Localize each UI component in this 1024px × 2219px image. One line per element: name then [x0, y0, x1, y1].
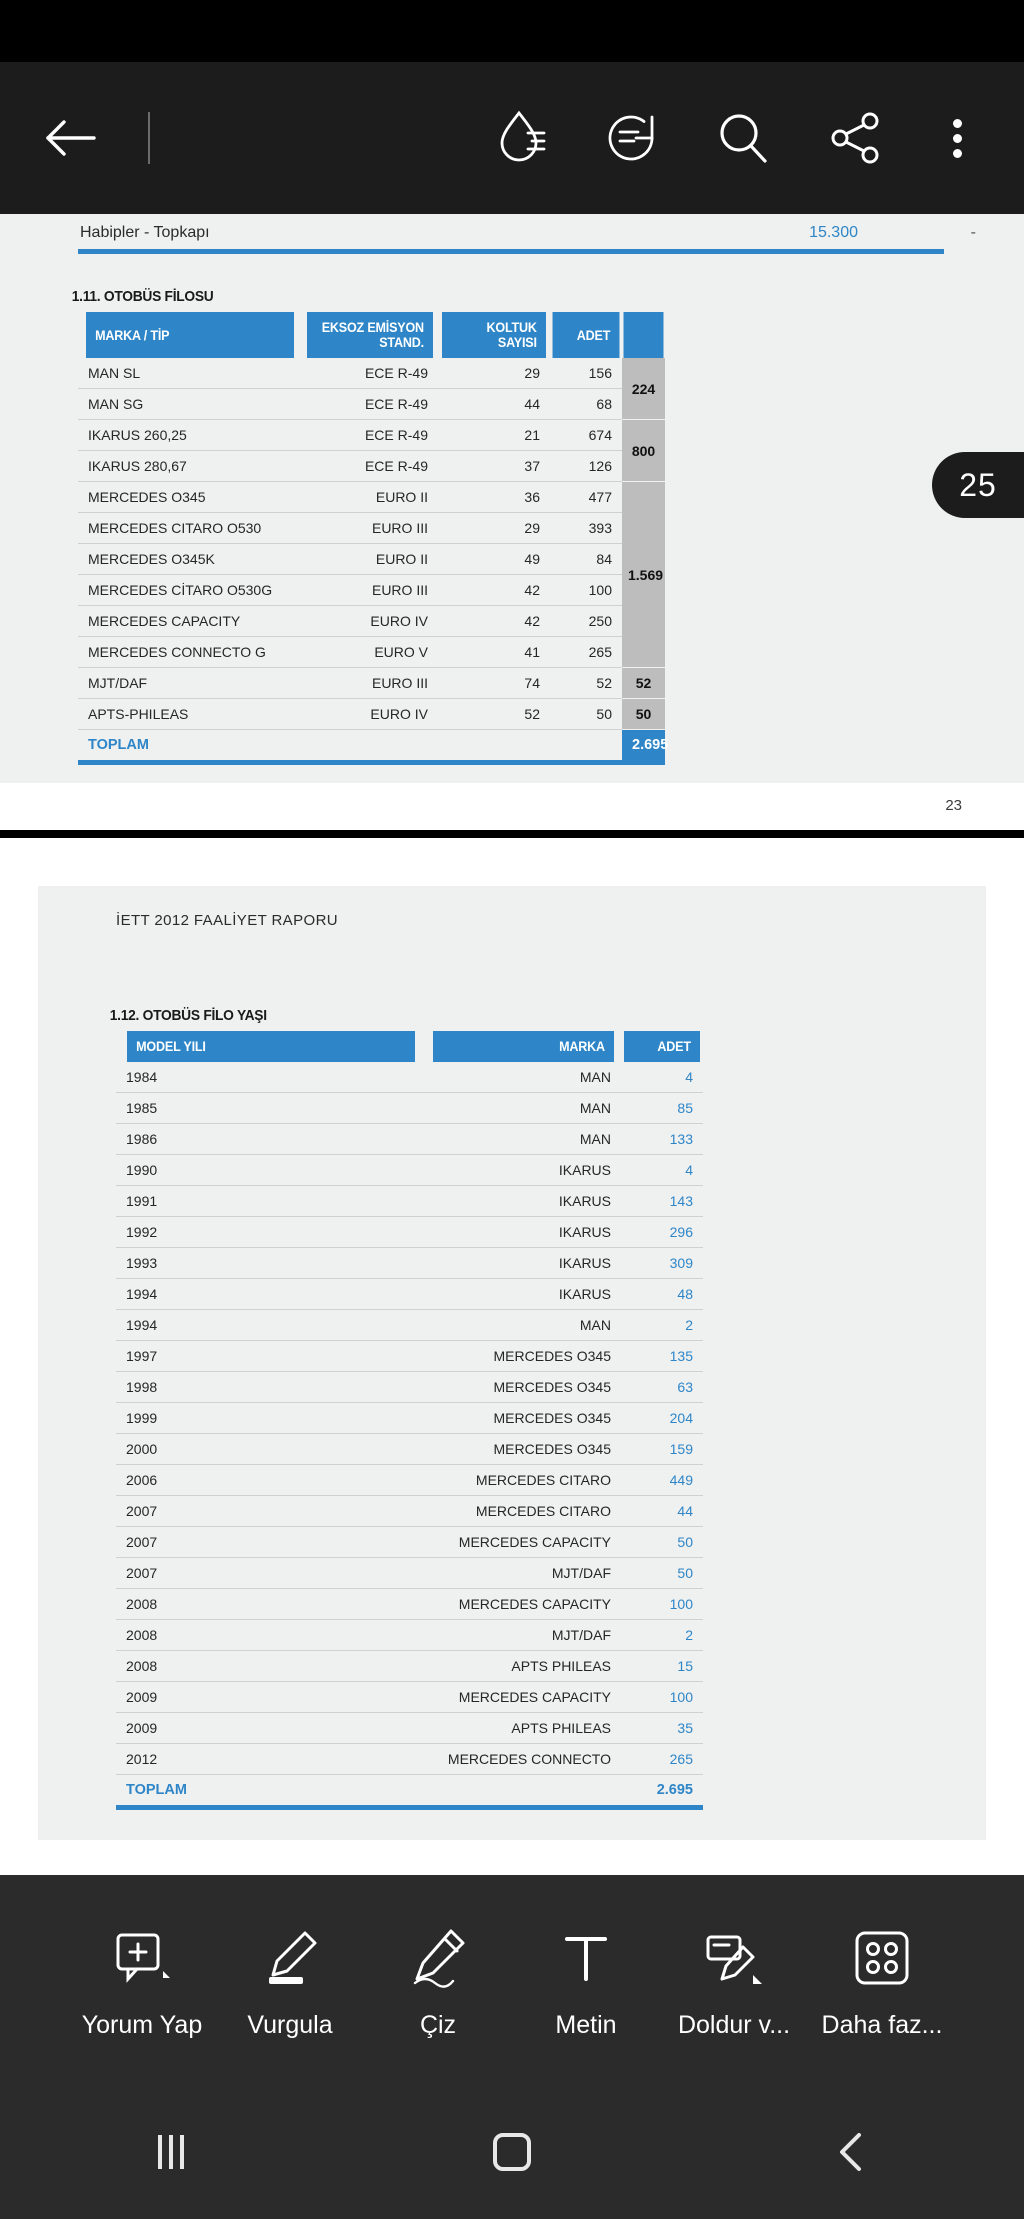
table-row [116, 1310, 703, 1341]
table-total-row [116, 1775, 703, 1806]
cell-marka: MAN [426, 1310, 621, 1341]
cell-group-total: 800 [622, 420, 665, 482]
pencil-draw-icon [407, 1921, 469, 1995]
tool-ciz[interactable] [364, 1921, 512, 2040]
table-row [78, 451, 665, 482]
total-label: TOPLAM [78, 730, 622, 761]
table-row [78, 544, 665, 575]
cell-adet: 2 [621, 1620, 703, 1651]
col-marka-tip: MARKA / TİP [86, 312, 294, 358]
table-header-row [116, 1031, 703, 1062]
cell-marka: MERCEDES O345 [426, 1434, 621, 1465]
share-nodes-icon[interactable] [816, 99, 894, 177]
page2-title: 1.12. OTOBÜS FİLO YAŞI [109, 1007, 267, 1024]
cell-marka: MERCEDES CITARO O530 [78, 513, 302, 544]
cell-model-yili: 1993 [116, 1248, 426, 1279]
clipped-row-value2: - [970, 224, 976, 241]
cell-adet: 63 [621, 1372, 703, 1403]
toolbar-divider [148, 112, 150, 164]
table-row [116, 1217, 703, 1248]
cell-model-yili: 1984 [116, 1062, 426, 1093]
cell-model-yili: 2012 [116, 1744, 426, 1775]
cell-emisyon: EURO II [302, 482, 438, 513]
cell-model-yili: 2007 [116, 1496, 426, 1527]
document-page-24 [0, 838, 1024, 1880]
cell-marka: MJT/DAF [78, 668, 302, 699]
fill-and-sign-icon [703, 1921, 765, 1995]
table-row [78, 606, 665, 637]
cell-model-yili: 2009 [116, 1682, 426, 1713]
cell-model-yili: 2009 [116, 1713, 426, 1744]
table-total-row [78, 730, 665, 761]
tool-vurgula[interactable] [216, 1921, 364, 2040]
cell-emisyon: EURO IV [302, 606, 438, 637]
cell-adet: 35 [621, 1713, 703, 1744]
cell-marka: MERCEDES CONNECTO G [78, 637, 302, 668]
document-viewer[interactable] [0, 214, 1024, 1880]
cell-adet: 296 [621, 1217, 703, 1248]
table-row [116, 1713, 703, 1744]
cell-emisyon: EURO III [302, 575, 438, 606]
cell-model-yili: 2007 [116, 1558, 426, 1589]
cell-model-yili: 1998 [116, 1372, 426, 1403]
table-row [116, 1372, 703, 1403]
cell-koltuk: 52 [438, 699, 550, 730]
table-header-row [78, 312, 665, 358]
cell-adet: 4 [621, 1062, 703, 1093]
cell-marka: MERCEDES CAPACITY [78, 606, 302, 637]
cell-adet: 44 [621, 1496, 703, 1527]
cell-emisyon: EURO III [302, 668, 438, 699]
tool-yorum-yap[interactable] [68, 1921, 216, 2040]
page-number-badge[interactable]: 25 [932, 452, 1024, 518]
col-grup [624, 312, 664, 358]
cell-adet: 2 [621, 1310, 703, 1341]
tool-label: Vurgula [247, 2010, 333, 2039]
tool-metin[interactable] [512, 1921, 660, 2040]
col-adet: ADET [624, 1031, 700, 1062]
table-row [116, 1496, 703, 1527]
cell-adet: 449 [621, 1465, 703, 1496]
table2-bottom-rule [116, 1805, 703, 1810]
cell-koltuk: 21 [438, 420, 550, 451]
cell-adet: 135 [621, 1341, 703, 1372]
table-row [78, 389, 665, 420]
total-value: 2.695 [622, 730, 665, 761]
cell-marka: APTS PHILEAS [426, 1713, 621, 1744]
search-icon[interactable] [704, 99, 782, 177]
table-row [116, 1403, 703, 1434]
cell-group-total: 52 [622, 668, 665, 699]
table-row [116, 1527, 703, 1558]
cell-model-yili: 1992 [116, 1217, 426, 1248]
cell-emisyon: ECE R-49 [302, 420, 438, 451]
cell-model-yili: 1994 [116, 1310, 426, 1341]
text-tool-icon [555, 1921, 617, 1995]
table-row [78, 668, 665, 699]
cell-koltuk: 42 [438, 606, 550, 637]
table-row [116, 1465, 703, 1496]
cell-marka: MAN SL [78, 358, 302, 389]
cell-model-yili: 1999 [116, 1403, 426, 1434]
cell-marka: MERCEDES CAPACITY [426, 1527, 621, 1558]
table-row [116, 1155, 703, 1186]
col-eksoz: EKSOZ EMİSYON STAND. [307, 312, 433, 358]
cell-emisyon: EURO III [302, 513, 438, 544]
cell-model-yili: 1994 [116, 1279, 426, 1310]
cell-model-yili: 2008 [116, 1651, 426, 1682]
android-nav-bar [0, 2085, 1024, 2219]
cell-marka: MERCEDES O345 [426, 1341, 621, 1372]
col-adet: ADET [553, 312, 620, 358]
cell-koltuk: 74 [438, 668, 550, 699]
tool-doldur-ve-imzala[interactable] [660, 1921, 808, 2040]
status-bar [0, 0, 1024, 62]
cell-model-yili: 1997 [116, 1341, 426, 1372]
cell-koltuk: 41 [438, 637, 550, 668]
more-grid-icon [851, 1921, 913, 1995]
tool-label: Çiz [419, 2010, 457, 2039]
cell-marka: MJT/DAF [426, 1558, 621, 1589]
cell-adet: 85 [621, 1093, 703, 1124]
cell-model-yili: 2008 [116, 1620, 426, 1651]
cell-adet: 68 [550, 389, 622, 420]
cell-marka: MERCEDES CİTARO O530G [78, 575, 302, 606]
otobus-filosu-table [78, 312, 669, 760]
cell-model-yili: 1991 [116, 1186, 426, 1217]
table-row [116, 1093, 703, 1124]
table-row [116, 1589, 703, 1620]
cell-marka: MERCEDES CITARO [426, 1465, 621, 1496]
cell-marka: APTS-PHILEAS [78, 699, 302, 730]
table-row [116, 1651, 703, 1682]
cell-marka: MAN [426, 1093, 621, 1124]
cell-adet: 48 [621, 1279, 703, 1310]
cell-marka: IKARUS 260,25 [78, 420, 302, 451]
cell-marka: MAN [426, 1124, 621, 1155]
cell-emisyon: ECE R-49 [302, 389, 438, 420]
cell-adet: 84 [550, 544, 622, 575]
cell-marka: MERCEDES CONNECTO [426, 1744, 621, 1775]
page-number-folio: 23 [945, 797, 962, 814]
table-row [116, 1620, 703, 1651]
table-row [78, 699, 665, 730]
cell-marka: IKARUS [426, 1248, 621, 1279]
table-row [116, 1124, 703, 1155]
col-koltuk: KOLTUK SAYISI [442, 312, 546, 358]
cell-group-total: 1.569 [622, 482, 665, 668]
cell-adet: 674 [550, 420, 622, 451]
cell-adet: 100 [621, 1589, 703, 1620]
clipped-row-name: Habipler - Topkapı [80, 224, 210, 241]
table-row [78, 513, 665, 544]
table-row [116, 1062, 703, 1093]
cell-marka: MERCEDES CAPACITY [426, 1682, 621, 1713]
tool-label: Daha faz... [821, 2010, 943, 2039]
cell-adet: 265 [550, 637, 622, 668]
cell-adet: 143 [621, 1186, 703, 1217]
table-row [78, 482, 665, 513]
cell-model-yili: 1990 [116, 1155, 426, 1186]
table-row [116, 1558, 703, 1589]
cell-model-yili: 2007 [116, 1527, 426, 1558]
otobus-filo-yasi-table [116, 1031, 703, 1805]
cell-adet: 156 [550, 358, 622, 389]
table-bottom-rule [78, 760, 665, 765]
add-comment-icon [111, 1921, 173, 1995]
cell-koltuk: 36 [438, 482, 550, 513]
cell-marka: IKARUS [426, 1155, 621, 1186]
cell-adet: 393 [550, 513, 622, 544]
cell-model-yili: 2000 [116, 1434, 426, 1465]
cell-adet: 50 [621, 1527, 703, 1558]
cell-adet: 126 [550, 451, 622, 482]
arrow-left-icon[interactable] [40, 106, 104, 170]
highlighter-icon [259, 1921, 321, 1995]
tool-label: Metin [555, 2010, 617, 2039]
tool-label: Yorum Yap [81, 2010, 203, 2039]
cell-koltuk: 37 [438, 451, 550, 482]
cell-adet: 133 [621, 1124, 703, 1155]
cell-adet: 250 [550, 606, 622, 637]
table-row [78, 637, 665, 668]
cell-marka: IKARUS 280,67 [78, 451, 302, 482]
cell-adet: 4 [621, 1155, 703, 1186]
cell-koltuk: 29 [438, 358, 550, 389]
cell-marka: MAN [426, 1062, 621, 1093]
cell-marka: MAN SG [78, 389, 302, 420]
table-row [78, 358, 665, 389]
cell-adet: 309 [621, 1248, 703, 1279]
cell-adet: 100 [550, 575, 622, 606]
highlight-pen-icon[interactable] [480, 99, 558, 177]
tool-daha-fazla[interactable] [808, 1921, 956, 2040]
cell-emisyon: EURO V [302, 637, 438, 668]
cell-marka: MERCEDES O345 [78, 482, 302, 513]
document-page-23 [0, 214, 1024, 830]
table-row [116, 1186, 703, 1217]
annotation-toolbar [0, 1875, 1024, 2085]
total-label: TOPLAM [116, 1775, 621, 1806]
table-row [116, 1279, 703, 1310]
cell-adet: 159 [621, 1434, 703, 1465]
table-row [78, 575, 665, 606]
cell-model-yili: 2006 [116, 1465, 426, 1496]
cell-marka: MERCEDES CAPACITY [426, 1589, 621, 1620]
comment-bubble-icon[interactable] [592, 99, 670, 177]
cell-marka: IKARUS [426, 1217, 621, 1248]
cell-emisyon: ECE R-49 [302, 358, 438, 389]
home-icon[interactable] [452, 2085, 572, 2219]
cell-marka: MJT/DAF [426, 1620, 621, 1651]
page-break [0, 830, 1024, 838]
cell-adet: 100 [621, 1682, 703, 1713]
cell-model-yili: 1985 [116, 1093, 426, 1124]
cell-adet: 265 [621, 1744, 703, 1775]
table-row [116, 1744, 703, 1775]
table-row [78, 420, 665, 451]
cell-koltuk: 29 [438, 513, 550, 544]
recents-icon[interactable] [111, 2085, 231, 2219]
table-row [116, 1248, 703, 1279]
table-row [116, 1434, 703, 1465]
cell-adet: 15 [621, 1651, 703, 1682]
top-toolbar [0, 62, 1024, 214]
cell-adet: 50 [621, 1558, 703, 1589]
col-model-yili: MODEL YILI [127, 1031, 415, 1062]
back-chevron-icon[interactable] [793, 2085, 913, 2219]
cell-emisyon: ECE R-49 [302, 451, 438, 482]
cell-emisyon: EURO II [302, 544, 438, 575]
cell-marka: IKARUS [426, 1279, 621, 1310]
total-value: 2.695 [621, 1775, 703, 1806]
clipped-row-value: 15.300 [809, 224, 858, 241]
cell-marka: MERCEDES O345 [426, 1403, 621, 1434]
cell-marka: MERCEDES CITARO [426, 1496, 621, 1527]
table-row [116, 1341, 703, 1372]
cell-group-total: 50 [622, 699, 665, 730]
cell-koltuk: 49 [438, 544, 550, 575]
running-head: İETT 2012 FAALİYET RAPORU [116, 912, 339, 929]
cell-emisyon: EURO IV [302, 699, 438, 730]
cell-koltuk: 44 [438, 389, 550, 420]
cell-model-yili: 2008 [116, 1589, 426, 1620]
col-marka: MARKA [433, 1031, 614, 1062]
cell-model-yili: 1986 [116, 1124, 426, 1155]
cell-adet: 50 [550, 699, 622, 730]
cell-marka: IKARUS [426, 1186, 621, 1217]
page-title: 1.11. OTOBÜS FİLOSU [71, 288, 214, 305]
cell-adet: 204 [621, 1403, 703, 1434]
clipped-table-row [0, 224, 1024, 246]
tool-label: Doldur v... [677, 2010, 791, 2039]
cell-marka: MERCEDES O345 [426, 1372, 621, 1403]
cell-koltuk: 42 [438, 575, 550, 606]
cell-marka: MERCEDES O345K [78, 544, 302, 575]
cell-marka: APTS PHILEAS [426, 1651, 621, 1682]
cell-adet: 477 [550, 482, 622, 513]
table-row [116, 1682, 703, 1713]
kebab-menu-icon[interactable] [934, 99, 980, 177]
cell-group-total: 224 [622, 358, 665, 420]
cell-adet: 52 [550, 668, 622, 699]
